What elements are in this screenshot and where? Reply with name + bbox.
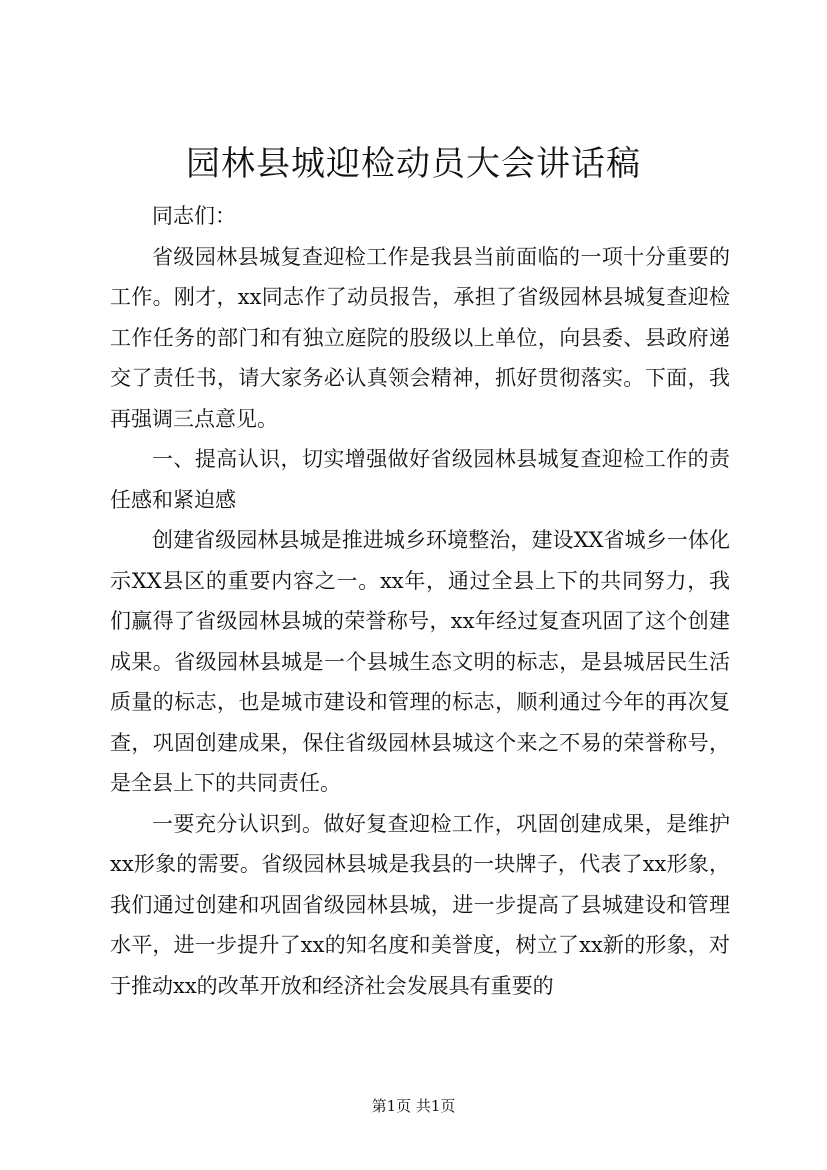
- document-body: [110, 196, 730, 1006]
- salutation-paragraph: 同志们：: [152, 204, 236, 228]
- document-title: 园林县城迎检动员大会讲话稿: [186, 144, 641, 184]
- page-footer: 第1页 共1页: [371, 1097, 456, 1115]
- body-paragraph: 一要充分认识到。做好复查迎检工作，巩固创建成果，是维护xx形象的需要。省级园林县城是我县的一块牌子，代表了xx形象，我们通过创建和巩固省级园林县城，进一步提高了县城建设和管理水平，进一步提升了xx的知名度和美誉度，树立了xx新的形象，对于推动xx的改革开放和经济社会发展具有重要的: [110, 811, 730, 998]
- intro-paragraph: 省级园林县城复查迎检工作是我县当前面临的一项十分重要的工作。刚才，xx同志作了动员报告，承担了省级园林县城复查迎检工作任务的部门和有独立庭院的股级以上单位，向县委、县政府递交了责任书，请大家务必认真领会精神，抓好贯彻落实。下面，我再强调三点意见。: [110, 244, 730, 431]
- section-heading-1: 一、提高认识，切实增强做好省级园林县城复查迎检工作的责任感和紧迫感: [110, 447, 730, 512]
- body-paragraph: 创建省级园林县城是推进城乡环境整治，建设XX省城乡一体化示XX县区的重要内容之一。xx年，通过全县上下的共同努力，我们赢得了省级园林县城的荣誉称号，xx年经过复查巩固了这个创建成果。省级园林县城是一个县城生态文明的标志，是县城居民生活质量的标志，也是城市建设和管理的标志，顺利通过今年的再次复查，巩固创建成果，保住省级园林县城这个来之不易的荣誉称号，是全县上下的共同责任。: [110, 528, 730, 795]
